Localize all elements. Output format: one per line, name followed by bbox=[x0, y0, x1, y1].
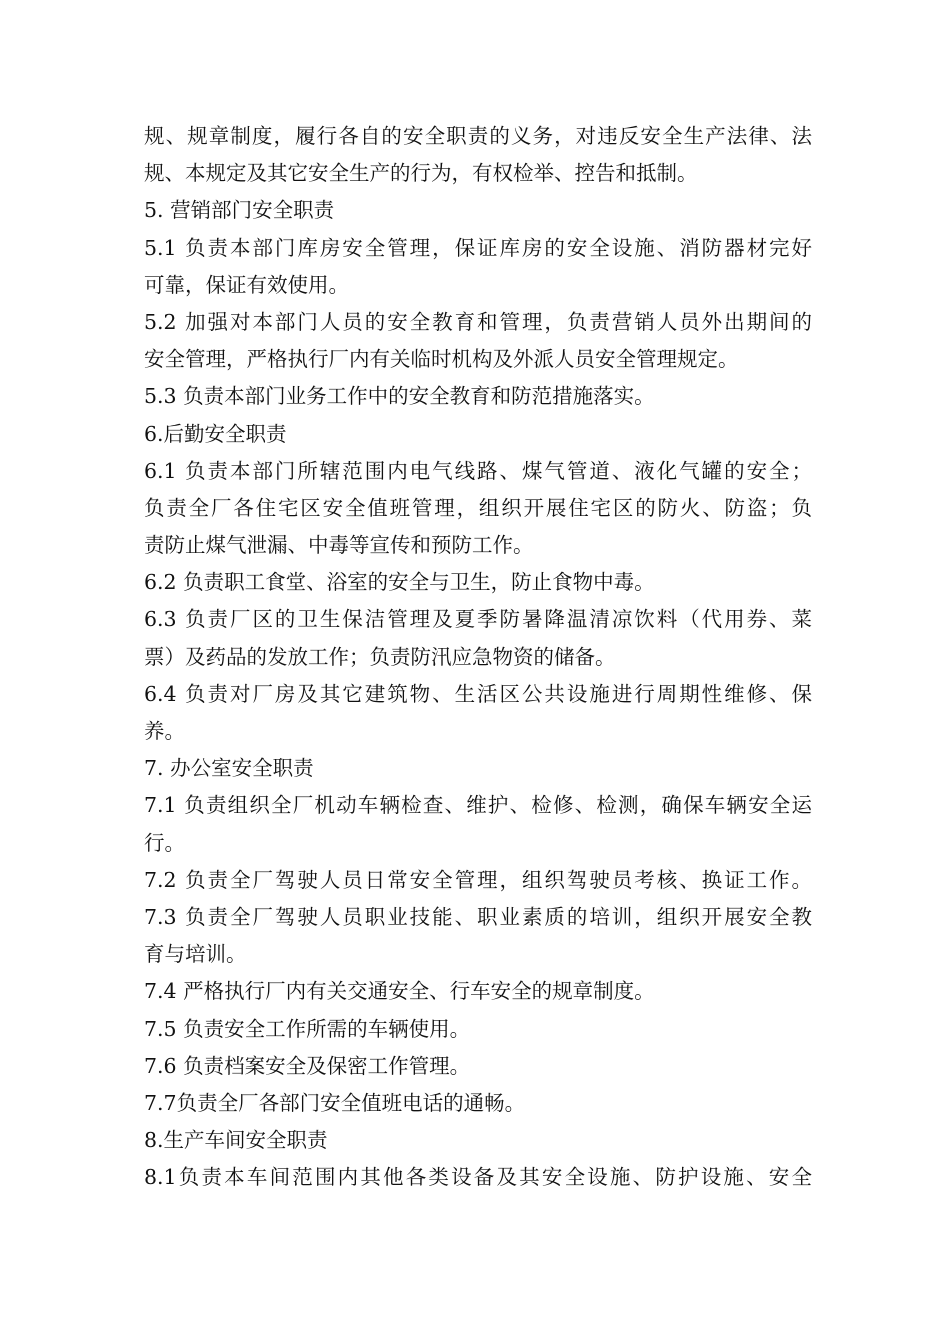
text-line: 5.3 负责本部门业务工作中的安全教育和防范措施落实。 bbox=[144, 384, 655, 409]
text-line: 育与培训。 bbox=[144, 942, 247, 967]
text-line: 安全管理，严格执行厂内有关临时机构及外派人员安全管理规定。 bbox=[144, 347, 739, 372]
text-line: 5.2 加强对本部门人员的安全教育和管理，负责营销人员外出期间的 bbox=[144, 309, 812, 334]
text-line: 8.1负责本车间范围内其他各类设备及其安全设施、防护设施、安全 bbox=[144, 1165, 812, 1190]
text-line: 6.4 负责对厂房及其它建筑物、生活区公共设施进行周期性维修、保 bbox=[144, 681, 812, 706]
text-line: 7.1 负责组织全厂机动车辆检查、维护、检修、检测，确保车辆安全运 bbox=[144, 793, 812, 818]
text-line: 7.4 严格执行厂内有关交通安全、行车安全的规章制度。 bbox=[144, 979, 655, 1004]
text-line: 6.后勤安全职责 bbox=[144, 421, 287, 446]
text-line: 6.1 负责本部门所辖范围内电气线路、煤气管道、液化气罐的安全； bbox=[144, 458, 812, 483]
text-line: 规、本规定及其它安全生产的行为，有权检举、控告和抵制。 bbox=[144, 161, 698, 186]
text-line: 7.6 负责档案安全及保密工作管理。 bbox=[144, 1053, 471, 1078]
text-line: 7.2 负责全厂驾驶人员日常安全管理，组织驾驶员考核、换证工作。 bbox=[144, 867, 812, 892]
text-line: 责防止煤气泄漏、中毒等宣传和预防工作。 bbox=[144, 533, 534, 558]
text-line: 票）及药品的发放工作；负责防汛应急物资的储备。 bbox=[144, 644, 616, 669]
text-line: 5.1 负责本部门库房安全管理，保证库房的安全设施、消防器材完好 bbox=[144, 235, 812, 260]
text-line: 8.生产车间安全职责 bbox=[144, 1128, 328, 1153]
text-line: 7.3 负责全厂驾驶人员职业技能、职业素质的培训，组织开展安全教 bbox=[144, 904, 812, 929]
text-line: 6.3 负责厂区的卫生保洁管理及夏季防暑降温清凉饮料（代用券、菜 bbox=[144, 607, 812, 632]
text-line: 6.2 负责职工食堂、浴室的安全与卫生，防止食物中毒。 bbox=[144, 570, 655, 595]
text-line: 7. 办公室安全职责 bbox=[144, 756, 314, 781]
text-line: 可靠，保证有效使用。 bbox=[144, 272, 349, 297]
text-line: 规、规章制度，履行各自的安全职责的义务，对违反安全生产法律、法 bbox=[144, 124, 812, 148]
document-body bbox=[144, 118, 812, 1196]
text-line: 负责全厂各住宅区安全值班管理，组织开展住宅区的防火、防盗；负 bbox=[144, 495, 812, 520]
text-line: 7.5 负责安全工作所需的车辆使用。 bbox=[144, 1016, 471, 1041]
text-line: 7.7负责全厂各部门安全值班电话的通畅。 bbox=[144, 1090, 526, 1115]
text-line: 养。 bbox=[144, 719, 185, 743]
text-line: 5. 营销部门安全职责 bbox=[144, 198, 335, 223]
text-line: 行。 bbox=[144, 830, 185, 855]
